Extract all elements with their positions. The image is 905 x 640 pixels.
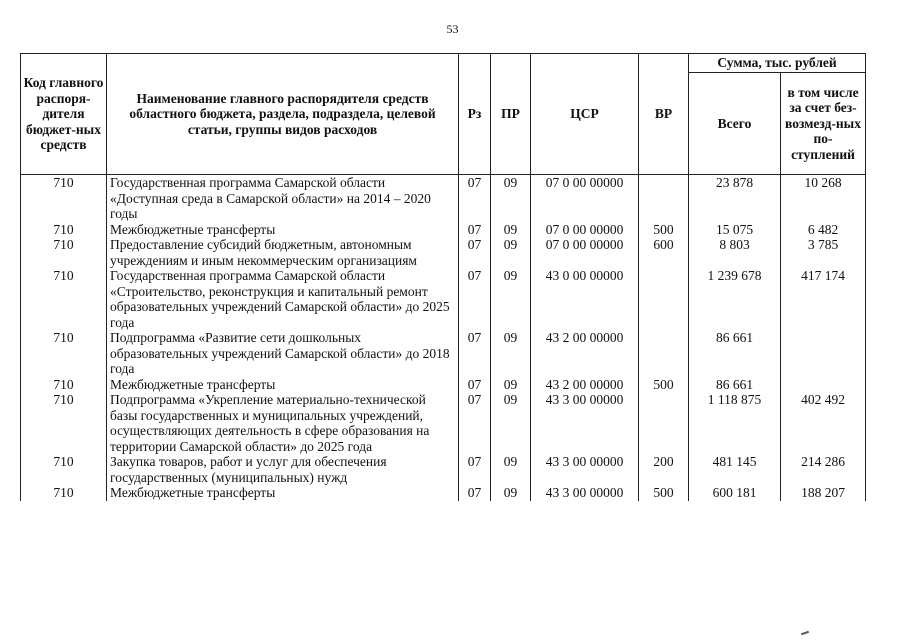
cell-name: Межбюджетные трансферты (107, 222, 459, 238)
cell-pr: 09 (491, 330, 531, 377)
cell-pr: 09 (491, 268, 531, 330)
cell-total: 1 118 875 (689, 392, 781, 454)
cell-incl: 417 174 (781, 268, 866, 330)
cell-total: 481 145 (689, 454, 781, 485)
header-sum: Сумма, тыс. рублей (689, 54, 866, 73)
cell-vr: 500 (639, 377, 689, 393)
header-vr: ВР (639, 54, 689, 175)
cell-code: 710 (21, 392, 107, 454)
header-pr: ПР (491, 54, 531, 175)
cell-pr: 09 (491, 377, 531, 393)
cell-code: 710 (21, 237, 107, 268)
cell-rz: 07 (459, 454, 491, 485)
cell-incl: 402 492 (781, 392, 866, 454)
cell-rz: 07 (459, 268, 491, 330)
cell-incl: 6 482 (781, 222, 866, 238)
header-csr: ЦСР (531, 54, 639, 175)
header-name: Наименование главного распорядителя средств областного бюджета, раздела, подраздела, целевой статьи, группы видов расходов (107, 54, 459, 175)
header-code: Код главного распоря-дителя бюджет-ных средств (21, 54, 107, 175)
table-row (21, 237, 866, 268)
cell-rz: 07 (459, 392, 491, 454)
cell-name: Государственная программа Самарской области «Строительство, реконструкция и капитальный ремонт образовательных учреждений Самарской области» до 2025 года (107, 268, 459, 330)
cell-rz: 07 (459, 237, 491, 268)
cell-pr: 09 (491, 454, 531, 485)
cell-total: 86 661 (689, 377, 781, 393)
cell-name: Государственная программа Самарской области «Доступная среда в Самарской области» на 2014 – 2020 годы (107, 175, 459, 222)
cell-incl: 3 785 (781, 237, 866, 268)
cell-rz: 07 (459, 175, 491, 222)
cell-rz: 07 (459, 330, 491, 377)
cell-incl: 188 207 (781, 485, 866, 501)
cell-vr (639, 330, 689, 377)
header-incl: в том числе за счет без-возмезд-ных по-ступлений (781, 73, 866, 175)
cell-incl: 214 286 (781, 454, 866, 485)
cell-incl: 10 268 (781, 175, 866, 222)
cell-total: 1 239 678 (689, 268, 781, 330)
cell-pr: 09 (491, 392, 531, 454)
cell-name: Межбюджетные трансферты (107, 377, 459, 393)
cell-rz: 07 (459, 222, 491, 238)
cell-code: 710 (21, 485, 107, 501)
cell-code: 710 (21, 330, 107, 377)
cell-vr (639, 392, 689, 454)
cell-csr: 07 0 00 00000 (531, 175, 639, 222)
header-rz: Рз (459, 54, 491, 175)
cell-name: Закупка товаров, работ и услуг для обеспечения государственных (муниципальных) нужд (107, 454, 459, 485)
page-number: 53 (446, 22, 459, 36)
cell-name: Предоставление субсидий бюджетным, автономным учреждениям и иным некоммерческим организациям (107, 237, 459, 268)
cell-code: 710 (21, 454, 107, 485)
cell-csr: 43 3 00 00000 (531, 392, 639, 454)
cell-vr: 600 (639, 237, 689, 268)
cell-csr: 07 0 00 00000 (531, 222, 639, 238)
table-row (21, 222, 866, 238)
cell-code: 710 (21, 175, 107, 222)
table-row (21, 485, 866, 501)
cell-code: 710 (21, 268, 107, 330)
cell-incl (781, 330, 866, 377)
cell-total: 15 075 (689, 222, 781, 238)
table-body (21, 175, 866, 501)
table-header-row (21, 54, 866, 73)
scan-mark (801, 631, 809, 636)
cell-vr: 500 (639, 485, 689, 501)
cell-csr: 43 3 00 00000 (531, 485, 639, 501)
cell-code: 710 (21, 222, 107, 238)
cell-total: 23 878 (689, 175, 781, 222)
table-row (21, 268, 866, 330)
cell-vr (639, 268, 689, 330)
cell-total: 86 661 (689, 330, 781, 377)
cell-name: Межбюджетные трансферты (107, 485, 459, 501)
cell-vr (639, 175, 689, 222)
cell-csr: 43 2 00 00000 (531, 330, 639, 377)
cell-csr: 43 2 00 00000 (531, 377, 639, 393)
table-row (21, 175, 866, 222)
cell-pr: 09 (491, 175, 531, 222)
cell-pr: 09 (491, 485, 531, 501)
cell-rz: 07 (459, 485, 491, 501)
cell-pr: 09 (491, 237, 531, 268)
cell-rz: 07 (459, 377, 491, 393)
table-row (21, 377, 866, 393)
budget-table (20, 53, 866, 501)
cell-pr: 09 (491, 222, 531, 238)
header-total: Всего (689, 73, 781, 175)
cell-csr: 07 0 00 00000 (531, 237, 639, 268)
table-row (21, 392, 866, 454)
cell-name: Подпрограмма «Укрепление материально-технической базы государственных и муниципальных учреждений, осуществляющих деятельность в сфере образования на территории Самарской области» до 2025 года (107, 392, 459, 454)
cell-name: Подпрограмма «Развитие сети дошкольных образовательных учреждений Самарской области» до 2018 года (107, 330, 459, 377)
table-row (21, 330, 866, 377)
cell-vr: 200 (639, 454, 689, 485)
table-row (21, 454, 866, 485)
cell-total: 600 181 (689, 485, 781, 501)
cell-total: 8 803 (689, 237, 781, 268)
cell-csr: 43 0 00 00000 (531, 268, 639, 330)
cell-csr: 43 3 00 00000 (531, 454, 639, 485)
cell-code: 710 (21, 377, 107, 393)
cell-vr: 500 (639, 222, 689, 238)
cell-incl (781, 377, 866, 393)
